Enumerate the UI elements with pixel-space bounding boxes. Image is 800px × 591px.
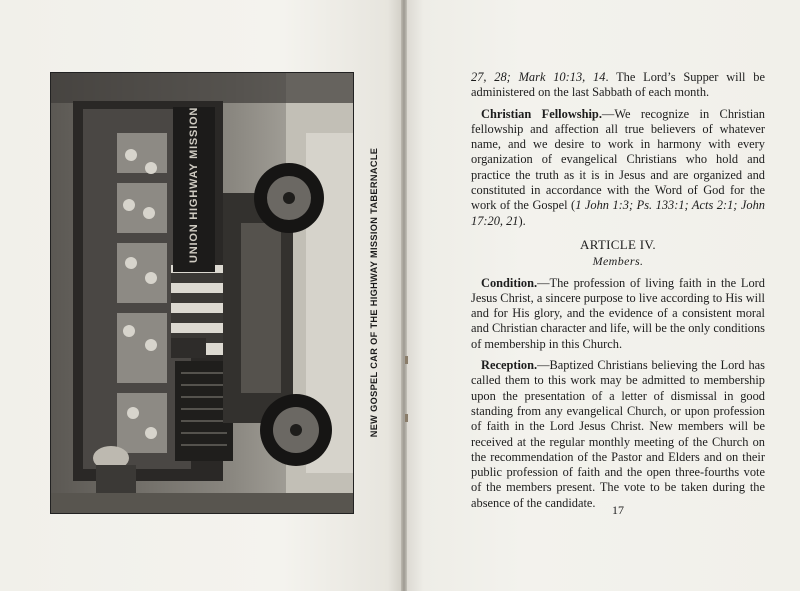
binding-mark [405, 356, 408, 364]
paragraph-text: . The Lord’s Supper will be administered on the last Sabbath of each month. [471, 70, 765, 100]
gospel-car-illustration [51, 73, 353, 513]
mission-sign-text: UNION HIGHWAY MISSION [188, 106, 200, 263]
binding-mark [405, 414, 408, 422]
gospel-car-photo [50, 72, 354, 514]
scripture-reference: 1 John 1:3; Ps. 133:1; Acts 2:1; John 17:20, 21 [471, 198, 766, 228]
paragraph-reception [471, 358, 765, 511]
paragraph-christian-fellowship [471, 107, 765, 229]
article-subheading: Members. [592, 254, 644, 269]
paragraph-text: —The profession of living faith in the Lord Jesus Christ, a sincere purpose to live according to His will and for His glory, and the evidence of a consistent moral and Christian character and life, will be the only conditions of membership in this Church. [471, 275, 765, 351]
photo-caption-text: NEW GOSPEL CAR OF THE HIGHWAY MISSION TABERNACLE [369, 147, 379, 438]
book-gutter [401, 0, 407, 591]
paragraph-text: —We recognize in Christian fellowship and affection all true believers of whatever name, and we desire to work in harmony with every organization of evangelical Christians who hold and practice the truth as it is in Jesus and are organized and constituted in accordance with the Word of God for the work of the Gospel ( [471, 106, 765, 213]
scripture-reference: 27, 28; Mark 10:13, 14 [471, 70, 606, 84]
paragraph-condition [471, 276, 765, 352]
paragraph-lords-supper [471, 70, 765, 101]
paragraph-text: —Baptized Christians believing the Lord has called them to this work may be admitted to membership upon the presentation of a letter of dismissal in good standing from any evangelical Church, or upon profession of faith in the Lord Jesus Christ. New members will be received at the regular monthly meeting of the Church on the recommendation of the Pastor and Elders and on their public profession of faith and the open three-fourths vote of the members present. The vote to be taken during the absence of the candidate. [471, 358, 765, 510]
article-heading: ARTICLE IV. [580, 236, 656, 252]
run-in-heading: Christian Fellowship. [481, 106, 602, 121]
car-wheel [260, 394, 332, 466]
photo-caption [369, 120, 383, 465]
run-in-heading: Reception. [481, 358, 538, 373]
car-wheel [254, 163, 324, 233]
page-number: 17 [612, 503, 624, 517]
text-column [471, 70, 765, 517]
paragraph-text: ). [518, 213, 526, 228]
run-in-heading: Condition. [481, 275, 538, 290]
